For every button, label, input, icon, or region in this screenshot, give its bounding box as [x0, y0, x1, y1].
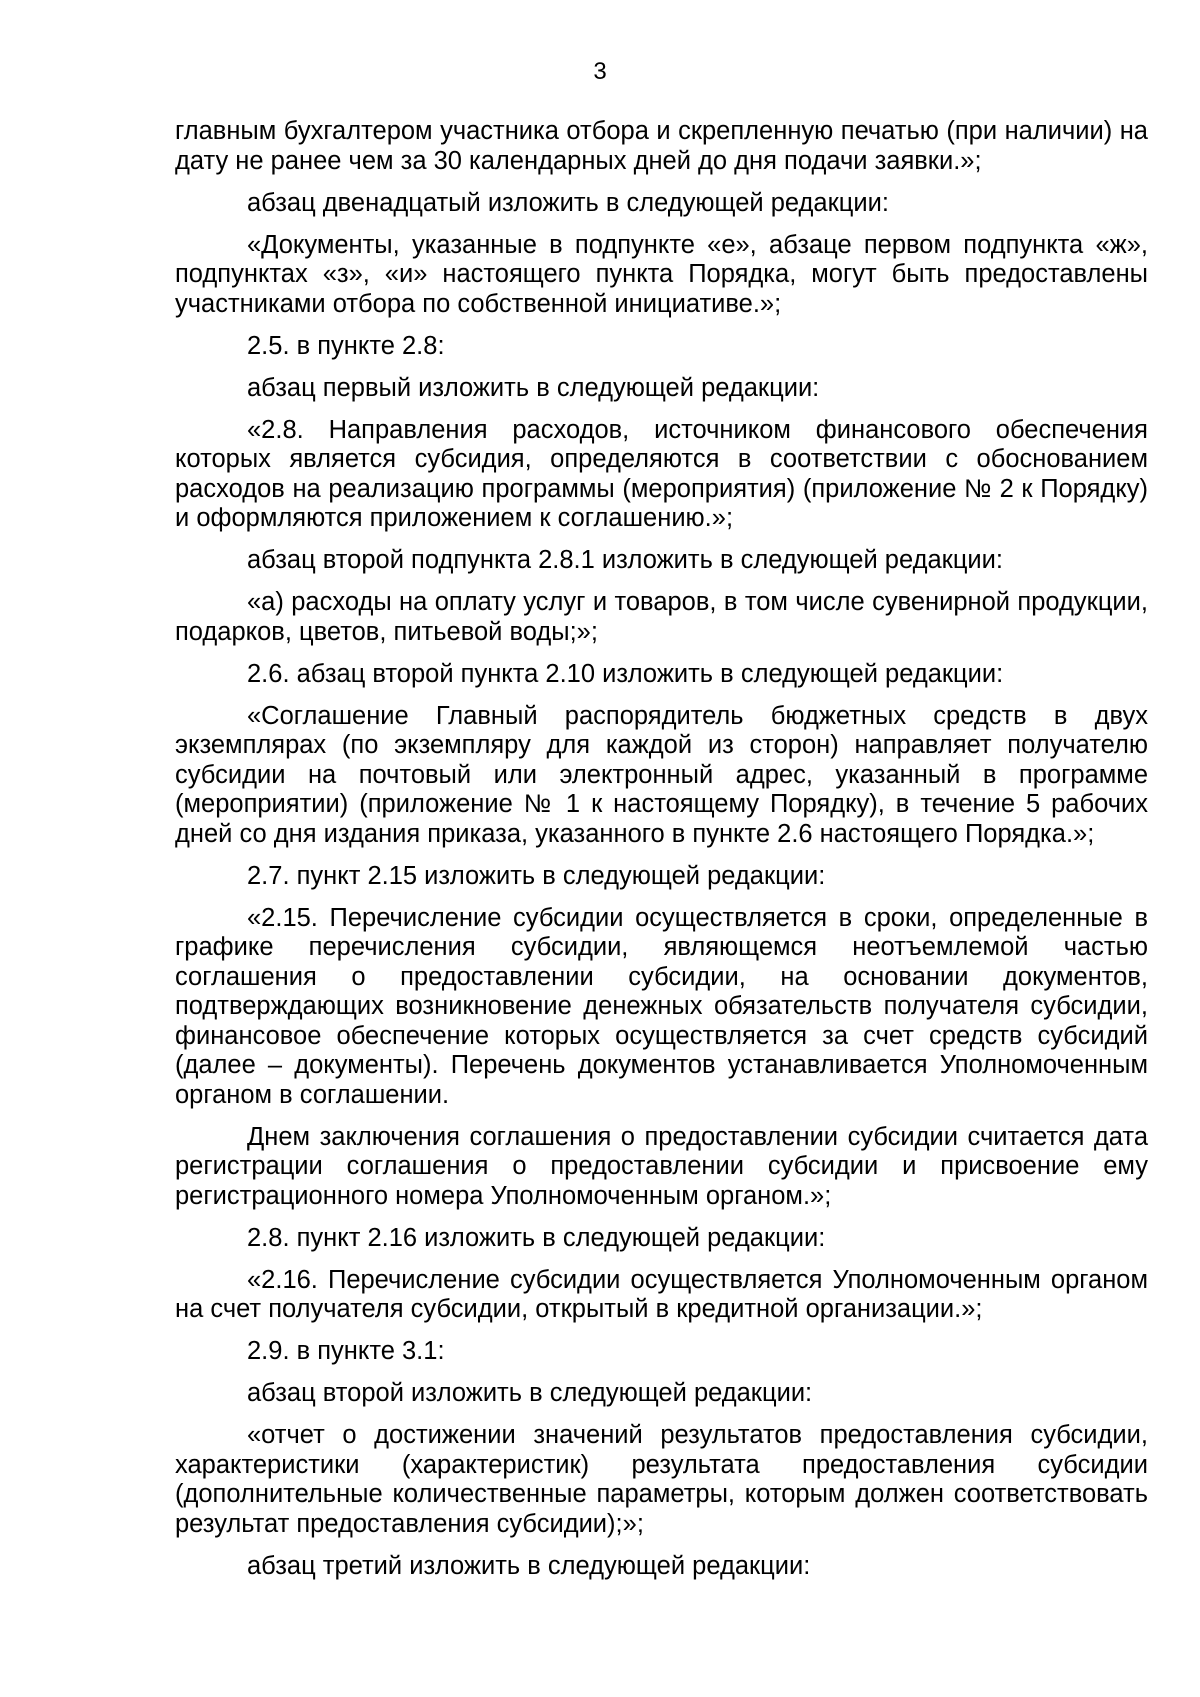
page-number: 3	[593, 58, 607, 85]
paragraph: «2.15. Перечисление субсидии осуществляется в сроки, определенные в графике перечисления субсидии, являющемся неотъемлемой частью соглашения о предоставлении субсидии, на основании документов, подтверждающих возникновение денежных обязательств получателя субсидии, финансовое обеспечение которых осуществляется за счет средств субсидий (далее – документы). Перечень документов устанавливается Уполномоченным органом в соглашении.	[175, 903, 1148, 1109]
paragraph: «Соглашение Главный распорядитель бюджетных средств в двух экземплярах (по экземпляру для каждой из сторон) направляет получателю субсидии на почтовый или электронный адрес, указанный в программе (мероприятии) (приложение № 1 к настоящему Порядку), в течение 5 рабочих дней со дня издания приказа, указанного в пункте 2.6 настоящего Порядка.»;	[175, 701, 1148, 848]
paragraph: абзац второй изложить в следующей редакции:	[247, 1379, 813, 1407]
paragraph: 2.9. в пункте 3.1:	[247, 1337, 445, 1365]
paragraph: «Документы, указанные в подпункте «е», абзаце первом подпункта «ж», подпунктах «з», «и» настоящего пункта Порядка, могут быть предоставлены участниками отбора по собственной инициативе.»;	[175, 230, 1148, 318]
paragraph-continuation: главным бухгалтером участника отбора и скрепленную печатью (при наличии) на дату не ранее чем за 30 календарных дней до дня подачи заявки.»;	[175, 117, 1148, 175]
paragraph: «а) расходы на оплату услуг и товаров, в том числе сувенирной продукции, подарков, цветов, питьевой воды;»;	[175, 588, 1148, 646]
paragraph: «отчет о достижении значений результатов предоставления субсидии, характеристики (характеристик) результата предоставления субсидии (дополнительные количественные параметры, которым должен соответствовать результат предоставления субсидии);»;	[175, 1421, 1148, 1538]
paragraph: 2.8. пункт 2.16 изложить в следующей редакции:	[247, 1223, 826, 1252]
paragraph: 2.5. в пункте 2.8:	[247, 331, 445, 360]
paragraph: «2.16. Перечисление субсидии осуществляется Уполномоченным органом на счет получателя субсидии, открытый в кредитной организации.»;	[175, 1265, 1148, 1323]
paragraph: абзац третий изложить в следующей редакции:	[247, 1551, 811, 1580]
document-body	[175, 117, 1148, 1594]
paragraph: 2.7. пункт 2.15 изложить в следующей редакции:	[247, 861, 826, 890]
paragraph: абзац первый изложить в следующей редакции:	[247, 373, 820, 402]
paragraph: 2.6. абзац второй пункта 2.10 изложить в следующей редакции:	[247, 659, 1004, 688]
paragraph: Днем заключения соглашения о предоставлении субсидии считается дата регистрации соглашения о предоставлении субсидии и присвоение ему регистрационного номера Уполномоченным органом.»;	[175, 1122, 1148, 1210]
paragraph: «2.8. Направления расходов, источником финансового обеспечения которых является субсидия, определяются в соответствии с обоснованием расходов на реализацию программы (мероприятия) (приложение № 2 к Порядку) и оформляются приложением к соглашению.»;	[175, 415, 1148, 532]
paragraph: абзац второй подпункта 2.8.1 изложить в следующей редакции:	[247, 546, 1003, 574]
paragraph: абзац двенадцатый изложить в следующей редакции:	[247, 188, 889, 217]
